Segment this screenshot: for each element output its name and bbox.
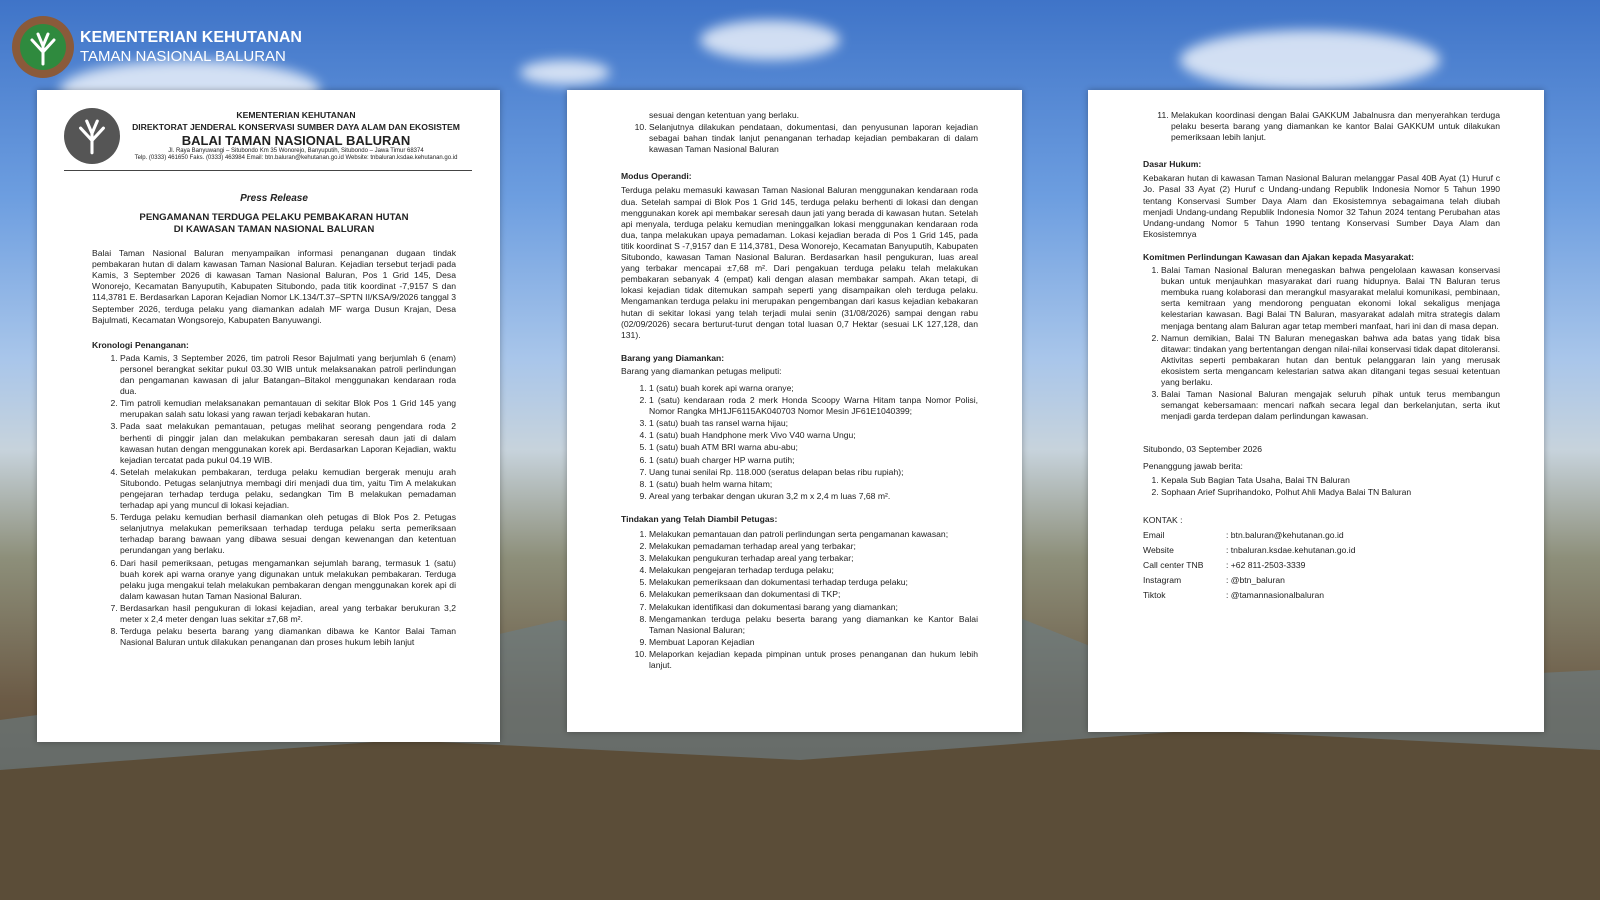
list-item: 1. Kepala Sub Bagian Tata Usaha, Balai TN Baluran (1161, 475, 1500, 486)
barang-heading: Barang yang Diamankan: (621, 352, 725, 363)
contact-value[interactable]: : tnbaluran.ksdae.kehutanan.go.id (1226, 544, 1356, 555)
contact-callcenter (1143, 560, 1500, 571)
intro-paragraph: Balai Taman Nasional Baluran menyampaikan informasi penanganan dugaan tindak pembakaran hutan di dalam kawasan Taman Nasional Baluran. Kejadian tersebut terjadi pada Kamis, 3 September 2026 di kawasan Taman Nasional Baluran, Pos 1 Grid 145, Desa Wonorejo, Kecamatan Banyuputih, Kabupaten Situbondo, pada titik koordinat -7,9157 S dan 114,3781 E. Berdasarkan Laporan Kejadian Nomor LK.134/T.37–SPTN II/KSA/9/2026 tanggal 3 September 2026, terduga pelaku yang diamankan adalah MF warga Dusun Krajan, Desa Bajulmati, Kecamatan Wongsorejo, Kabupaten Banyuwangi. (92, 248, 456, 325)
contact-label: Instagram (1143, 575, 1182, 586)
list-item: 3. Pada saat melakukan pemantauan, petugas melihat seorang pengendara roda 2 berhenti di pinggir jalan dan melakukan pembakaran seresah daun jati di dalam kawasan hutan dengan menggunakan korek api. Berdasarkan Laporan Kejadian, waktu kejadian tercatat pada pukul 04.19 WIB. (120, 421, 456, 465)
contact-email (1143, 530, 1500, 541)
barang-intro: Barang yang diamankan petugas meliputi: (621, 365, 782, 376)
document-page-1 (37, 90, 500, 742)
letterhead-logo (64, 108, 120, 164)
list-item: 3. Balai Taman Nasional Baluran mengajak seluruh pihak untuk terus membangun semangat kebersamaan: mencari nafkah secara legal dan berkelanjutan, serta ikut menjadi garda terdepan dalam perlindungan kawasan. (1161, 389, 1500, 422)
letterhead-ministry: KEMENTERIAN KEHUTANAN (236, 110, 356, 121)
list-item: 2. Sophaan Arief Suprihandoko, Polhut Ahli Madya Balai TN Baluran (1161, 487, 1500, 498)
list-item: 4. Melakukan pengejaran terhadap terduga pelaku; (649, 565, 978, 576)
letterhead-directorate: DIREKTORAT JENDERAL KONSERVASI SUMBER DAYA ALAM DAN EKOSISTEM (132, 121, 460, 132)
list-item: 4. 1 (satu) buah Handphone merk Vivo V40 warna Ungu; (649, 430, 978, 441)
list-item: 8. Terduga pelaku beserta barang yang diamankan dibawa ke Kantor Balai Taman Nasional Baluran untuk dilakukan penanganan dan proses hukum lebih lanjut (120, 626, 456, 648)
document-page-3 (1088, 90, 1544, 732)
list-item: sesuai dengan ketentuan yang berlaku. (649, 110, 800, 120)
list-item: 6. Melakukan pemeriksaan dan dokumentasi di TKP; (649, 589, 978, 600)
contact-instagram (1143, 575, 1500, 586)
list-item: 8. Mengamankan terduga pelaku beserta barang yang diamankan ke Kantor Balai Taman Nasional Baluran; (649, 614, 978, 636)
site-header (12, 16, 302, 78)
contact-label: Email (1143, 529, 1165, 540)
release-date: Situbondo, 03 September 2026 (1143, 444, 1262, 455)
list-item: 2. Melakukan pemadaman terhadap areal yang terbakar; (649, 541, 978, 552)
kontak-heading: KONTAK : (1143, 514, 1183, 525)
contact-label: Website (1143, 544, 1174, 555)
contact-website (1143, 545, 1500, 556)
letterhead-contact: Telp. (0333) 461650 Faks. (0333) 463984 Email: btn.baluran@kehutanan.go.id Website: tnbaluran.ksdae.kehutanan.go.id (134, 154, 458, 161)
contact-value[interactable]: : btn.baluran@kehutanan.go.id (1226, 529, 1344, 540)
pj-heading: Penanggung jawab berita: (1143, 461, 1243, 472)
tindakan-list (621, 529, 978, 671)
list-item: 10. Selanjutnya dilakukan pendataan, dokumentasi, dan penyusunan laporan kejadian sebagai bahan tindak lanjut penanganan terhadap kejadian pembakaran di dalam kawasan Taman Nasional Baluran (649, 122, 978, 155)
list-item: 11. Melakukan koordinasi dengan Balai GAKKUM Jabalnusra dan menyerahkan terduga pelaku beserta barang yang diamankan ke kantor Balai GAKKUM untuk dilakukan pemeriksaan lebih lanjut. (1171, 110, 1500, 143)
letterhead-office: BALAI TAMAN NASIONAL BALURAN (181, 132, 411, 148)
list-item: 10. Melaporkan kejadian kepada pimpinan untuk proses penanganan dan hukum lebih lanjut. (649, 649, 978, 671)
list-item: 9. Areal yang terbakar dengan ukuran 3,2 m x 2,4 m luas 7,68 m². (649, 491, 978, 502)
list-item: 7. Uang tunai senilai Rp. 118.000 (seratus delapan belas ribu rupiah); (649, 467, 978, 478)
kronologi-heading: Kronologi Penanganan: (92, 339, 189, 350)
letterhead (64, 108, 472, 171)
document-title-2: DI KAWASAN TAMAN NASIONAL BALURAN (173, 224, 375, 236)
ministry-logo (12, 16, 74, 78)
contact-label: Tiktok (1143, 590, 1166, 601)
document-page-2 (567, 90, 1022, 732)
list-item: 3. 1 (satu) buah tas ransel warna hijau; (649, 418, 978, 429)
dasar-paragraph: Kebakaran hutan di kawasan Taman Nasional Baluran melanggar Pasal 40B Ayat (1) Huruf c Jo. Pasal 33 Ayat (2) Huruf c Undang-undang Republik Indonesia Nomor 5 Tahun 1990 tentang Konservasi Sumber Daya Alam dan Ekosistemnya sebagaimana telah diubah menjadi Undang-undang Republik Indonesia Nomor 32 Tahun 2024 tentang Perubahan atas Undang-undang Nomor 5 Tahun 1990 tentang Konservasi Sumber Daya Alam dan Ekosistemnya (1143, 173, 1500, 239)
list-item: 8. 1 (satu) buah helm warna hitam; (649, 479, 978, 490)
list-item: 4. Setelah melakukan pembakaran, terduga pelaku kemudian bergerak menuju arah Situbondo. Petugas selanjutnya membagi diri menjadi dua tim, yaitu Tim A melakukan pengejaran terhadap terduga pelaku, sedangkan Tim B melakukan pemadaman terhadap api yang muncul di lokasi kejadian. (120, 467, 456, 511)
komitmen-heading: Komitmen Perlindungan Kawasan dan Ajakan kepada Masyarakat: (1143, 251, 1414, 262)
header-park: TAMAN NASIONAL BALURAN (80, 48, 286, 65)
list-item: 9. Membuat Laporan Kejadian (649, 637, 978, 648)
list-item: 1. Melakukan pemantauan dan patroli perlindungan serta pengamanan kawasan; (649, 529, 978, 540)
list-item: 2. 1 (satu) kendaraan roda 2 merk Honda Scoopy Warna Hitam tanpa Nomor Polisi, Nomor Rangka MH1JF6115AK040703 Nomor Mesin JF61E1040399; (649, 395, 978, 417)
kronologi-list-continued (621, 110, 978, 155)
tindakan-list-continued (1143, 110, 1500, 143)
list-item: 6. Dari hasil pemeriksaan, petugas mengamankan sejumlah barang, termasuk 1 (satu) buah korek api warna oranye yang digunakan untuk melakukan pembakaran. Terduga pelaku juga mengakui telah melakukan pembakaran dengan menggunakan korek api di dalam kawasan hutan Taman Nasional Baluran. (120, 558, 456, 602)
modus-heading: Modus Operandi: (621, 171, 692, 182)
barang-list (621, 383, 978, 502)
document-title-1: PENGAMANAN TERDUGA PELAKU PEMBAKARAN HUTAN (139, 212, 409, 224)
list-item: 5. Terduga pelaku kemudian berhasil diamankan oleh petugas di Blok Pos 2. Petugas selanjutnya melakukan pemeriksaan terhadap terduga pelaku serta pemeriksaan terhadap barang bawaan yang dibawa sesuai dengan kewenangan dan ketentuan perundangan yang berlaku. (120, 512, 456, 556)
list-item: 2. Namun demikian, Balai TN Baluran menegaskan bahwa ada batas yang tidak bisa ditawar: tindakan yang bertentangan dengan nilai-nilai konservasi tidak dapat ditoleransi. Aktivitas seperti pembakaran hutan dan bentuk pelanggaran lain yang merusak ekosistem serta mengancam kelestarian satwa akan ditangani tegas sesuai ketentuan yang berlaku. (1161, 333, 1500, 388)
list-item: 1. Balai Taman Nasional Baluran menegaskan bahwa pengelolaan kawasan konservasi bukan untuk menjauhkan masyarakat dari ruang hidupnya. Balai TN Baluran terus membuka ruang kolaborasi dan merangkul masyarakat melalui komunikasi, pembinaan, serta kemitraan yang mendorong penguatan ekonomi lokal sekaligus menjaga kelestarian kawasan. Bagi Balai TN Baluran, masyarakat adalah mitra strategis dalam menjaga bentang alam Baluran agar tetap memberi manfaat, hari ini dan di masa depan. (1161, 265, 1500, 332)
kronologi-list (92, 353, 456, 648)
list-item: 3. Melakukan pengukuran terhadap areal yang terbakar; (649, 553, 978, 564)
press-release-label: Press Release (240, 193, 308, 204)
contact-label: Call center TNB (1143, 560, 1204, 570)
list-item: 1. 1 (satu) buah korek api warna oranye; (649, 383, 978, 394)
list-item: 7. Berdasarkan hasil pengukuran di lokasi kejadian, areal yang terbakar berukuran 3,2 meter x 2,4 meter dengan luas sekitar ±7,68 m². (120, 603, 456, 625)
list-item: 2. Tim patroli kemudian melaksanakan pemantauan di sekitar Blok Pos 1 Grid 145 yang merupakan salah satu lokasi yang rawan terjadi kebakaran hutan. (120, 398, 456, 420)
tindakan-heading: Tindakan yang Telah Diambil Petugas: (621, 513, 778, 524)
list-item: 6. 1 (satu) buah charger HP warna putih; (649, 455, 978, 466)
contact-value: : +62 811-2503-3339 (1226, 560, 1306, 570)
list-item: 1. Pada Kamis, 3 September 2026, tim patroli Resor Bajulmati yang berjumlah 6 (enam) personel berangkat sekitar pukul 03.30 WIB untuk melaksanakan patroli perlindungan dan pengamanan kawasan di jalur Batangan–Bitakol menggunakan kendaraan roda dua. (120, 353, 456, 397)
dasar-heading: Dasar Hukum: (1143, 159, 1202, 170)
modus-paragraph: Terduga pelaku memasuki kawasan Taman Nasional Baluran menggunakan kendaraan roda dua. Setelah sampai di Blok Pos 1 Grid 145, terduga pelaku berhenti di lokasi dan dengan menggunakan korek api membakar seresah daun jati yang berada di kawasan hutan. Setelah api menyala, terduga pelaku kemudian meninggalkan lokasi menggunakan kendaraan roda dua, tanpa melakukan upaya pemadaman. Lokasi kejadian berada di Pos 1 Grid 145, pada titik koordinat S -7,9157 dan E 114,3781, Desa Wonorejo, Kecamatan Banyuputih, Kabupaten Situbondo, kawasan Taman Nasional Baluran. Berdasarkan hasil pengukuran, luas areal yang terbakar mencapai ±7,68 m². Dari pengakuan terduga pelaku telah melakukan pembakaran sebanyak 4 (empat) kali dengan alasan membakar sampah. Akan tetapi, di lokasi kejadian tidak ditemukan sampah seperti yang disampaikan oleh terduga pelaku. Mengamankan terduga pelaku ini merupakan pengembangan dari kasus kejadian kebakaran hutan di sekitar lokasi yang telah terjadi mulai senin (31/08/2026) sampai dengan rabu (02/09/2026) secara berturut-turut dengan total luasan 0,7 Hektar (sesuai LK 127,128, dan 131). (621, 185, 978, 340)
contact-value[interactable]: : @btn_baluran (1226, 575, 1285, 586)
letterhead-address: Jl. Raya Banyuwangi – Situbondo Km 35 Wonorejo, Banyuputih, Situbondo – Jawa Timur 68374 (168, 147, 424, 154)
list-item: 5. Melakukan pemeriksaan dan dokumentasi terhadap terduga pelaku; (649, 577, 978, 588)
header-ministry: KEMENTERIAN KEHUTANAN (80, 29, 302, 46)
list-item: 5. 1 (satu) buah ATM BRI warna abu-abu; (649, 442, 978, 453)
list-item: 7. Melakukan identifikasi dan dokumentasi barang yang diamankan; (649, 602, 978, 613)
contact-tiktok (1143, 590, 1500, 601)
contact-value[interactable]: : @tamannasionalbaluran (1226, 590, 1325, 601)
komitmen-list (1143, 265, 1500, 422)
pj-list (1143, 475, 1500, 498)
